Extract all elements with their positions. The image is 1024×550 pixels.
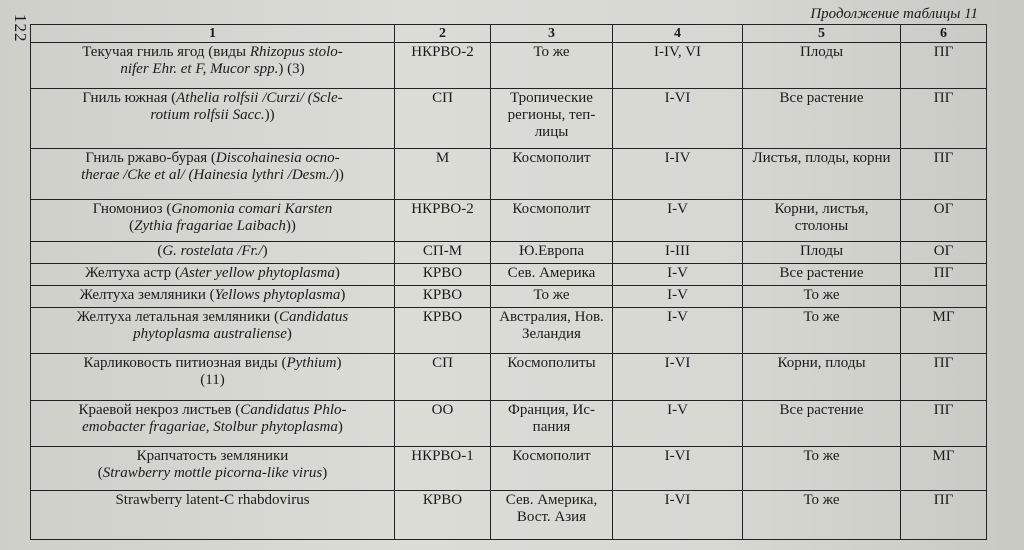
table-row <box>31 308 987 354</box>
disease-text: Желтуха земляники ( <box>79 286 215 303</box>
disease-text: Желтуха летальная земляники ( <box>76 309 280 325</box>
c2-cell: СП <box>395 354 491 400</box>
table-row <box>31 491 987 540</box>
c3-cell: Космополит <box>491 199 613 241</box>
c2-cell: КРВО <box>395 285 491 307</box>
c4-cell: I-IV <box>613 149 743 200</box>
c2-cell: КРВО <box>395 263 491 285</box>
c4-cell: I-V <box>613 285 743 307</box>
table-row <box>31 149 987 200</box>
c6-cell <box>901 285 987 307</box>
c3-cell: Космополиты <box>491 354 613 400</box>
latin-name: Athelia rolfsii /Curzi/ (Scle- <box>176 90 343 107</box>
latin-name: Gnomonia comari Karsten <box>171 200 333 217</box>
c2-cell: НКРВО-1 <box>395 447 491 491</box>
c3-cell: Сев. Америка <box>491 263 613 285</box>
latin-name: Yellows phytoplasma <box>214 286 341 303</box>
latin-name: Candidatus Phlo- <box>240 401 347 418</box>
c4-cell: I-VI <box>613 491 743 540</box>
disease-text: Карликовость питиозная виды ( <box>83 355 287 372</box>
disease-text: )) <box>333 167 344 183</box>
c4-cell: I-V <box>613 400 743 446</box>
c6-cell: МГ <box>901 447 987 491</box>
table-row <box>31 354 987 400</box>
table-row <box>31 241 987 263</box>
disease-text: ) <box>322 465 328 482</box>
disease-text: Текучая гниль ягод (виды <box>82 44 250 60</box>
table-row <box>31 400 987 446</box>
disease-name-cell <box>31 149 395 200</box>
table-row <box>31 447 987 491</box>
table-row <box>31 43 987 89</box>
c6-cell: ОГ <box>901 199 987 241</box>
c6-cell: ПГ <box>901 89 987 149</box>
c5-cell: То же <box>743 447 901 491</box>
latin-name: emobacter fragariae, Stolbur phytoplasma <box>82 418 338 435</box>
disease-text: Желтуха астр ( <box>85 264 180 281</box>
c6-cell: ПГ <box>901 43 987 89</box>
c6-cell: ПГ <box>901 400 987 446</box>
c3-cell: Тропические регионы, теп-лицы <box>491 89 613 149</box>
disease-text: Крапчатость земляники <box>136 448 289 465</box>
latin-name: nifer Ehr. et F, Mucor spp. <box>120 61 279 77</box>
c2-cell: ОО <box>395 400 491 446</box>
disease-name-cell <box>31 89 395 149</box>
disease-text: (11) <box>200 372 225 389</box>
disease-name-cell <box>31 491 395 540</box>
c3-cell: Австралия, Нов. Зеландия <box>491 308 613 354</box>
disease-text: ) <box>286 326 292 342</box>
c6-cell: ПГ <box>901 263 987 285</box>
disease-name-cell <box>31 447 395 491</box>
disease-text: ) <box>334 264 340 281</box>
c3-cell: Ю.Европа <box>491 241 613 263</box>
c4-cell: I-V <box>613 308 743 354</box>
column-header: 5 <box>743 25 901 43</box>
latin-name: Strawberry mottle picorna-like virus <box>102 465 323 482</box>
disease-text: Гниль южная ( <box>82 90 177 107</box>
c5-cell: То же <box>743 285 901 307</box>
c6-cell: ПГ <box>901 149 987 200</box>
c3-cell: Космополит <box>491 149 613 200</box>
latin-name: rotium rolfsii Sacc. <box>150 107 265 124</box>
disease-name-cell <box>31 241 395 263</box>
disease-name-cell <box>31 199 395 241</box>
c3-cell: Космополит <box>491 447 613 491</box>
disease-text: )) <box>264 107 275 124</box>
latin-name: therae /Cke et al/ (Hainesia lythri /Desm./ <box>81 167 334 183</box>
c5-cell: Все растение <box>743 263 901 285</box>
c5-cell: Плоды <box>743 43 901 89</box>
c5-cell: Корни, листья, столоны <box>743 199 901 241</box>
table-row <box>31 199 987 241</box>
column-header: 1 <box>31 25 395 43</box>
latin-name: Zythia fragariae Laibach <box>134 217 286 234</box>
c3-cell: То же <box>491 43 613 89</box>
column-header: 2 <box>395 25 491 43</box>
disease-text: ) (3) <box>278 61 305 77</box>
c2-cell: М <box>395 149 491 200</box>
disease-text: Гномониоз ( <box>92 200 172 217</box>
c4-cell: I-VI <box>613 354 743 400</box>
disease-text: ) <box>336 355 342 372</box>
c3-cell: Сев. Америка, Вост. Азия <box>491 491 613 540</box>
c2-cell: КРВО <box>395 491 491 540</box>
c2-cell: СП <box>395 89 491 149</box>
disease-text: ) <box>337 418 343 435</box>
c2-cell: СП-М <box>395 241 491 263</box>
c4-cell: I-VI <box>613 89 743 149</box>
c4-cell: I-III <box>613 241 743 263</box>
disease-text: ( <box>157 242 163 259</box>
disease-text: ( <box>129 217 135 234</box>
c4-cell: I-IV, VI <box>613 43 743 89</box>
disease-text: ) <box>262 242 268 259</box>
latin-name: Rhizopus stolo- <box>249 44 343 60</box>
c5-cell: То же <box>743 308 901 354</box>
c5-cell: Листья, плоды, корни <box>743 149 901 200</box>
column-header: 4 <box>613 25 743 43</box>
table-caption: Продолжение таблицы 11 <box>810 6 978 22</box>
c2-cell: НКРВО-2 <box>395 43 491 89</box>
disease-name-cell <box>31 43 395 89</box>
disease-name-cell <box>31 308 395 354</box>
column-header: 6 <box>901 25 987 43</box>
data-table <box>30 24 987 540</box>
c5-cell: Корни, плоды <box>743 354 901 400</box>
page-number: 122 <box>11 14 30 43</box>
disease-text: ) <box>340 286 346 303</box>
disease-text: )) <box>285 217 296 234</box>
header-row <box>31 25 987 43</box>
table-row <box>31 89 987 149</box>
c5-cell: Плоды <box>743 241 901 263</box>
c6-cell: ПГ <box>901 491 987 540</box>
c2-cell: КРВО <box>395 308 491 354</box>
c5-cell: Все растение <box>743 400 901 446</box>
latin-name: Candidatus <box>279 309 349 325</box>
c6-cell: ОГ <box>901 241 987 263</box>
disease-name-cell <box>31 263 395 285</box>
table-body <box>31 43 987 540</box>
c2-cell: НКРВО-2 <box>395 199 491 241</box>
c3-cell: Франция, Ис-пания <box>491 400 613 446</box>
c4-cell: I-V <box>613 263 743 285</box>
c4-cell: I-VI <box>613 447 743 491</box>
disease-text: Краевой некроз листьев ( <box>78 401 241 418</box>
disease-name-cell <box>31 285 395 307</box>
latin-name: phytoplasma australiense <box>133 326 287 342</box>
disease-name-cell <box>31 354 395 400</box>
disease-text: ( <box>97 465 103 482</box>
table-row <box>31 263 987 285</box>
latin-name: Aster yellow phytoplasma <box>179 264 335 281</box>
c5-cell: То же <box>743 491 901 540</box>
c5-cell: Все растение <box>743 89 901 149</box>
column-header: 3 <box>491 25 613 43</box>
latin-name: Pythium <box>286 355 337 372</box>
table-row <box>31 285 987 307</box>
disease-text: Strawberry latent-C rhabdovirus <box>115 492 310 509</box>
c4-cell: I-V <box>613 199 743 241</box>
disease-name-cell <box>31 400 395 446</box>
c6-cell: ПГ <box>901 354 987 400</box>
latin-name: G. rostelata /Fr./ <box>162 242 263 259</box>
c3-cell: То же <box>491 285 613 307</box>
c6-cell: МГ <box>901 308 987 354</box>
latin-name: Discohainesia ocno- <box>215 150 340 166</box>
disease-text: Гниль ржаво-бурая ( <box>85 150 216 166</box>
